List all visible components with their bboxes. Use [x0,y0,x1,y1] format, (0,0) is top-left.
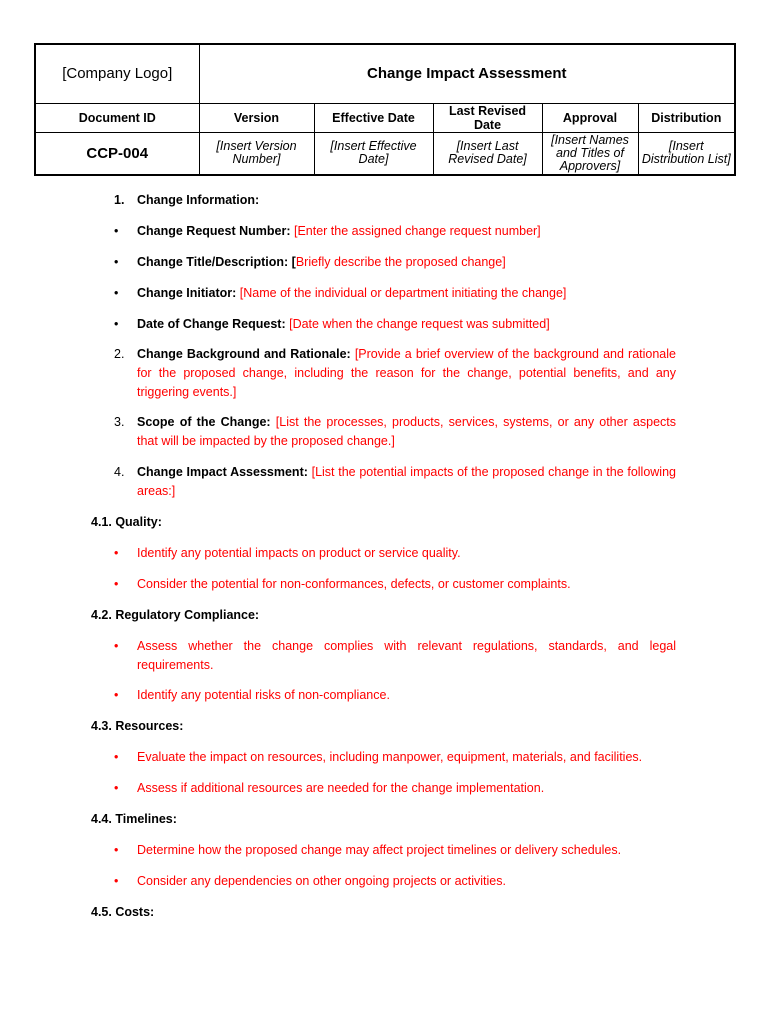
section-label: Change Impact Assessment: [137,465,312,479]
list-item-text: Consider any dependencies on other ongoing projects or activities. [137,874,506,888]
document-id-value: CCP-004 [35,132,199,175]
field-label: Change Initiator: [137,286,240,300]
field-placeholder: Briefly describe the proposed change] [295,255,506,269]
col-head-approval: Approval [542,103,638,132]
subsection-4-5-heading: 4.5. Costs: [91,905,155,919]
bullet-icon: • [114,639,119,653]
list-number: 3. [114,415,125,429]
document-header-table [34,43,736,176]
bullet-icon: • [114,224,119,238]
bullet-icon: • [114,750,119,764]
bullet-icon: • [114,546,119,560]
list-number: 1. [114,193,125,207]
col-head-version: Version [199,103,314,132]
field-label: Date of Change Request: [137,317,290,331]
section-label: Scope of the Change: [137,415,276,429]
subsection-4-2-heading: 4.2. Regulatory Compliance: [91,608,260,622]
col-head-effective-date: Effective Date [314,103,433,132]
list-item-text: Identify any potential impacts on product or service quality. [137,546,461,560]
bullet-icon: • [114,874,119,888]
section-placeholder: [List the processes, products, services, systems, or any other aspects that will be impacted by the proposed change.] [137,415,677,448]
bullet-icon: • [114,317,119,331]
company-logo-placeholder: [Company Logo] [35,44,199,103]
bullet-icon: • [114,781,119,795]
field-placeholder: [Name of the individual or department initiating the change] [239,286,567,300]
field-label: Change Title/Description: [ [137,255,296,269]
section-placeholder: [List the potential impacts of the proposed change in the following areas:] [137,465,676,498]
bullet-icon: • [114,286,119,300]
section-label: Change Background and Rationale: [137,347,355,361]
distribution-value: [Insert Distribution List] [638,132,735,175]
bullet-icon: • [114,688,119,702]
effective-date-value: [Insert Effective Date] [314,132,433,175]
subsection-4-3-heading: 4.3. Resources: [91,719,184,733]
bullet-icon: • [114,843,119,857]
bullet-icon: • [114,577,119,591]
list-item-text: Identify any potential risks of non-compliance. [137,688,390,702]
field-placeholder: [Enter the assigned change request number] [293,224,541,238]
col-head-distribution: Distribution [638,103,735,132]
list-number: 4. [114,465,125,479]
section-placeholder: [Provide a brief overview of the background and rationale for the proposed change, including the reason for the change, potential benefits, and any triggering events.] [137,347,676,399]
col-head-last-revised-date: Last Revised Date [433,103,542,132]
list-item-text: Assess if additional resources are needed for the change implementation. [137,781,545,795]
section-label: Change Information: [137,193,260,207]
subsection-4-4-heading: 4.4. Timelines: [91,812,177,826]
col-head-document-id: Document ID [35,103,199,132]
list-item-text: Evaluate the impact on resources, including manpower, equipment, materials, and facilities. [137,750,643,764]
list-item-text: Consider the potential for non-conformances, defects, or customer complaints. [137,577,571,591]
field-label: Change Request Number: [137,224,294,238]
subsection-4-1-heading: 4.1. Quality: [91,515,162,529]
field-placeholder: [Date when the change request was submitted] [289,317,550,331]
document-title: Change Impact Assessment [199,44,735,103]
list-item-text: Determine how the proposed change may affect project timelines or delivery schedules. [137,843,622,857]
last-revised-date-value: [Insert Last Revised Date] [433,132,542,175]
list-item-text: Assess whether the change complies with relevant regulations, standards, and legal requirements. [137,639,676,672]
list-number: 2. [114,347,125,361]
bullet-icon: • [114,255,119,269]
version-value: [Insert Version Number] [199,132,314,175]
approval-value: [Insert Names and Titles of Approvers] [542,132,638,175]
